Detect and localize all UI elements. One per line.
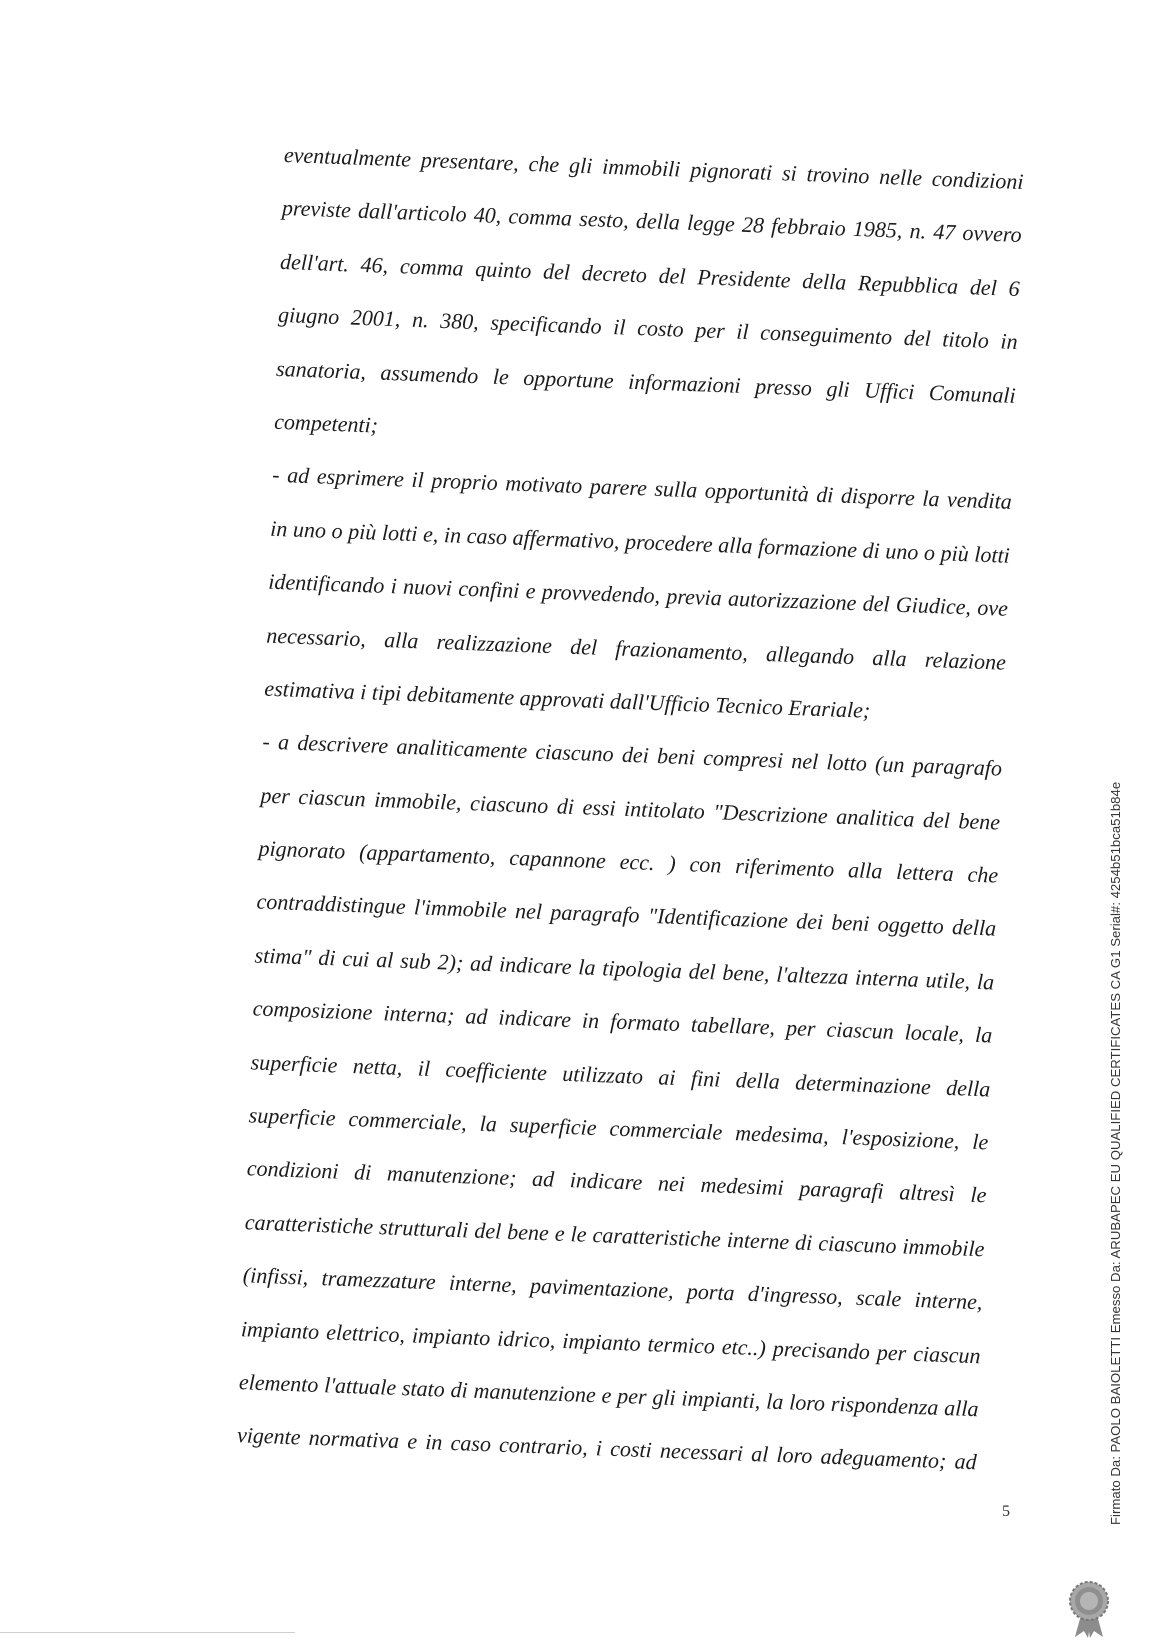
- page-number: 5: [1002, 1503, 1010, 1520]
- text-line: giugno 2001, n. 380, specificando il costo per il conseguimento del titolo in: [277, 302, 1019, 355]
- text-line: caratteristiche strutturali del bene e le caratteristiche interne di ciascuno immobile: [244, 1209, 985, 1262]
- text-line: in uno o più lotti e, in caso affermativo, procedere alla formazione di uno o più lotti: [269, 515, 1011, 568]
- text-line: impianto elettrico, impianto idrico, impianto termico etc..) precisando per ciascun: [240, 1315, 981, 1368]
- text-line: dell'art. 46, comma quinto del decreto del Presidente della Repubblica del 6: [279, 248, 1021, 301]
- text-line: condizioni di manutenzione; ad indicare nei medesimi paragrafi altresì le: [246, 1155, 987, 1208]
- text-line: identificando i nuovi confini e provvedendo, previa autorizzazione del Giudice, ove: [267, 568, 1009, 621]
- text-line: per ciascun immobile, ciascuno di essi intitolato "Descrizione analitica del bene: [260, 782, 1001, 835]
- text-line: eventualmente presentare, che gli immobili pignorati si trovino nelle condizioni: [283, 141, 1024, 195]
- text-line: superficie commerciale, la superficie commerciale medesima, l'esposizione, le: [248, 1102, 989, 1155]
- text-line: sanatoria, assumendo le opportune informazioni presso gli Uffici Comunali: [275, 355, 1017, 408]
- text-line: superficie netta, il coefficiente utilizzato ai fini della determinazione della: [250, 1049, 991, 1102]
- text-line: necessario, alla realizzazione del frazionamento, allegando alla relazione: [265, 622, 1007, 675]
- text-line: pignorato (appartamento, capannone ecc. ) con riferimento alla lettera che: [258, 835, 999, 888]
- digital-signature-text: Firmato Da: PAOLO BAIOLETTI Emesso Da: ARUBAPEC EU QUALIFIED CERTIFICATES CA G1 Serial#: 4254b51bca51b84e: [1108, 781, 1123, 1525]
- text-line: - a descrivere analiticamente ciascuno dei beni compresi nel lotto (un paragrafo: [262, 728, 1003, 781]
- text-line: composizione interna; ad indicare in formato tabellare, per ciascun locale, la: [252, 995, 993, 1048]
- text-line: - ad esprimere il proprio motivato parere sulla opportunità di disporre la vendita: [271, 462, 1013, 515]
- body-text: [236, 128, 1024, 1489]
- text-line: stima" di cui al sub 2); ad indicare la tipologia del bene, l'altezza interna utile, la: [254, 942, 995, 995]
- rosette-seal-icon: [1064, 1579, 1114, 1639]
- scan-edge-line: [0, 1632, 295, 1633]
- text-line: previste dall'articolo 40, comma sesto, della legge 28 febbraio 1985, n. 47 ovvero: [281, 195, 1023, 248]
- text-line: estimativa i tipi debitamente approvati dall'Ufficio Tecnico Erariale;: [264, 675, 871, 723]
- text-line: (infissi, tramezzature interne, pavimentazione, porta d'ingresso, scale interne,: [242, 1262, 983, 1315]
- text-line: competenti;: [273, 408, 379, 438]
- text-line: vigente normativa e in caso contrario, i costi necessari al loro adeguamento; ad: [236, 1422, 978, 1475]
- text-line: contraddistingue l'immobile nel paragrafo "Identificazione dei beni oggetto della: [256, 888, 997, 942]
- text-line: elemento l'attuale stato di manutenzione e per gli impianti, la loro rispondenza alla: [238, 1369, 979, 1422]
